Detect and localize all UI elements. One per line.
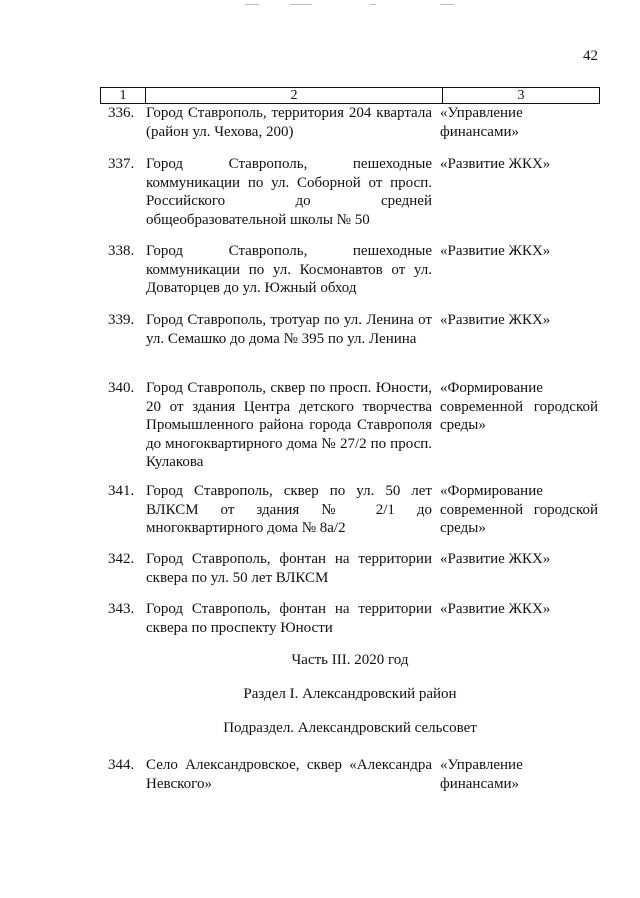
row-description: Город Ставрополь, территория 204 квартала (район ул. Чехова, 200) [146, 105, 432, 140]
row-number: 338. [108, 243, 135, 259]
row-number: 337. [108, 156, 135, 172]
row-number: 336. [108, 105, 135, 121]
header-col-2: 2 [146, 88, 443, 103]
row-program: «Формирование современной городской среды» [440, 483, 598, 536]
row-description: Город Ставрополь, фонтан на территории сквера по проспекту Юности [146, 601, 432, 636]
row-program: «Формирование современной городской среды» [440, 380, 598, 433]
row-description: Город Ставрополь, сквер по просп. Юности, 20 от здания Центра детского творчества Промышленного района города Ставрополя до многоквартирного дома № 27/2 по просп. Кулакова [146, 380, 432, 470]
row-number: 340. [108, 380, 135, 396]
row-number: 339. [108, 312, 135, 328]
scan-artifact [245, 4, 259, 5]
row-program: «Развитие ЖКХ» [440, 551, 551, 567]
table-header-row [100, 87, 600, 104]
row-description: Город Ставрополь, пешеходные коммуникации по ул. Соборной от просп. Российского до средней общеобразовательной школы № 50 [146, 156, 432, 228]
header-col-1: 1 [101, 88, 146, 103]
row-program: «Развитие ЖКХ» [440, 243, 551, 259]
row-program: «Развитие ЖКХ» [440, 312, 551, 328]
scan-artifact [370, 4, 376, 5]
row-description: Город Ставрополь, тротуар по ул. Ленина от ул. Семашко до дома № 395 по ул. Ленина [146, 312, 432, 347]
row-description: Город Ставрополь, пешеходные коммуникации по ул. Космонавтов от ул. Доваторцев до ул. Южный обход [146, 243, 432, 296]
row-program: «Развитие ЖКХ» [440, 601, 551, 617]
part-title: Часть III. 2020 год [291, 652, 409, 668]
row-program: «Управление финансами» [440, 757, 523, 792]
row-description: Село Александровское, сквер «Александра Невского» [146, 757, 432, 792]
row-program: «Управление финансами» [440, 105, 523, 140]
scan-artifact [440, 4, 454, 5]
scan-artifact [290, 4, 312, 5]
section-title: Раздел I. Александровский район [243, 686, 457, 702]
page-number: 42 [583, 48, 598, 64]
subsection-title: Подраздел. Александровский сельсовет [223, 720, 477, 736]
row-number: 341. [108, 483, 135, 499]
row-number: 344. [108, 757, 135, 773]
row-description: Город Ставрополь, сквер по ул. 50 лет ВЛКСМ от здания № 2/1 до многоквартирного дома № 8а/2 [146, 483, 432, 536]
row-description: Город Ставрополь, фонтан на территории сквера по ул. 50 лет ВЛКСМ [146, 551, 432, 586]
row-program: «Развитие ЖКХ» [440, 156, 551, 172]
header-col-3: 3 [517, 88, 525, 103]
row-number: 343. [108, 601, 135, 617]
row-number: 342. [108, 551, 135, 567]
